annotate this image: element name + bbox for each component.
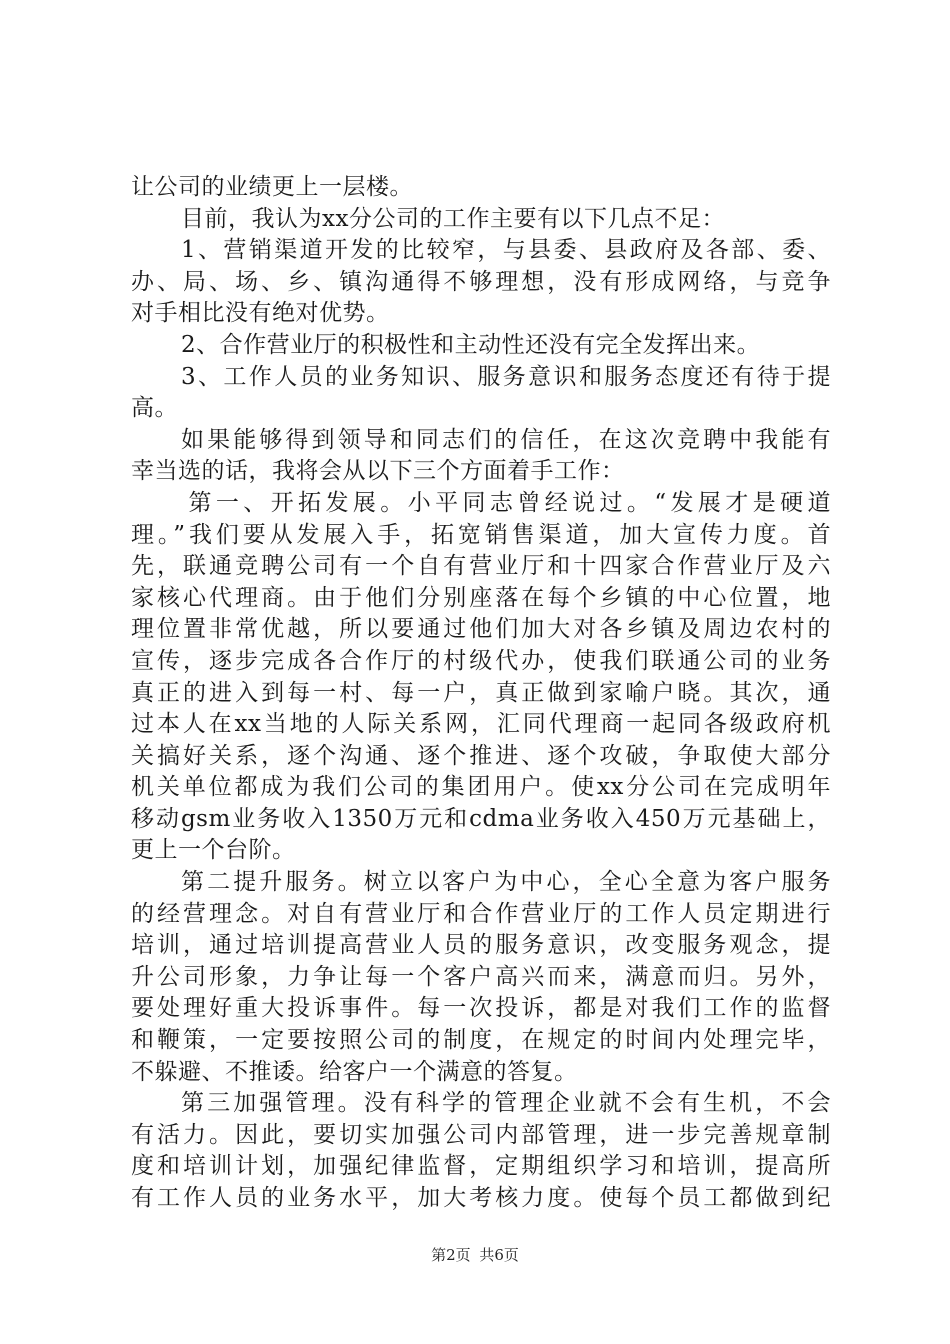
text-line: 理位置非常优越，所以要通过他们加大对各乡镇及周边农村的 <box>131 616 831 643</box>
text-line: 培训，通过培训提高营业人员的服务意识，改变服务观念，提 <box>131 932 831 959</box>
text-line: 第三加强管理。没有科学的管理企业就不会有生机，不会 <box>181 1090 831 1117</box>
text-line: 2、合作营业厅的积极性和主动性还没有完全发挥出来。 <box>181 331 761 358</box>
text-line: 如果能够得到领导和同志们的信任，在这次竞聘中我能有 <box>181 426 831 453</box>
text-line: 1、营销渠道开发的比较窄，与县委、县政府及各部、委、 <box>181 237 831 264</box>
text-line: 幸当选的话，我将会从以下三个方面着手工作： <box>131 458 625 485</box>
text-line: 先，联通竞聘公司有一个自有营业厅和十四家合作营业厅及六 <box>131 553 831 580</box>
text-line: 移动gsm业务收入1350万元和cdma业务收入450万元基础上， <box>131 805 831 832</box>
text-line: 和鞭策，一定要按照公司的制度，在规定的时间内处理完毕， <box>131 1027 831 1054</box>
text-line: 更上一个台阶。 <box>131 837 296 864</box>
text-line: 宣传，逐步完成各合作厅的村级代办，使我们联通公司的业务 <box>131 647 831 674</box>
text-line: 目前，我认为xx分公司的工作主要有以下几点不足： <box>181 205 725 232</box>
text-line: 第二提升服务。树立以客户为中心，全心全意为客户服务 <box>181 869 831 896</box>
text-line: 真正的进入到每一村、每一户，真正做到家喻户晓。其次，通 <box>131 679 831 706</box>
text-line: 家核心代理商。由于他们分别座落在每个乡镇的中心位置，地 <box>131 584 831 611</box>
text-line: 办、局、场、乡、镇沟通得不够理想，没有形成网络，与竞争 <box>131 268 831 295</box>
text-line: 机关单位都成为我们公司的集团用户。使xx分公司在完成明年 <box>131 774 831 801</box>
text-line: 理。”我们要从发展入手，拓宽销售渠道，加大宣传力度。首 <box>131 521 831 548</box>
text-line: 关搞好关系，逐个沟通、逐个推进、逐个攻破，争取使大部分 <box>131 742 831 769</box>
page-footer: 第2页 共6页 <box>431 1246 519 1264</box>
text-line: 第一、开拓发展。小平同志曾经说过。“发展才是硬道 <box>188 489 831 516</box>
text-line: 有工作人员的业务水平，加大考核力度。使每个员工都做到纪 <box>131 1185 831 1211</box>
text-line: 对手相比没有绝对优势。 <box>131 300 390 327</box>
document-body <box>131 172 831 1215</box>
text-line: 要处理好重大投诉事件。每一次投诉，都是对我们工作的监督 <box>131 995 831 1022</box>
text-line: 不躲避、不推诿。给客户一个满意的答复。 <box>131 1058 578 1085</box>
text-line: 升公司形象，力争让每一个客户高兴而来，满意而归。另外， <box>131 963 831 990</box>
text-line: 的经营理念。对自有营业厅和合作营业厅的工作人员定期进行 <box>131 900 831 927</box>
text-line: 高。 <box>131 395 178 422</box>
text-line: 3、工作人员的业务知识、服务意识和服务态度还有待于提 <box>181 363 831 390</box>
text-line: 让公司的业绩更上一层楼。 <box>131 174 413 200</box>
text-line: 度和培训计划，加强纪律监督，定期组织学习和培训，提高所 <box>131 1153 831 1180</box>
text-line: 有活力。因此，要切实加强公司内部管理，进一步完善规章制 <box>131 1121 831 1148</box>
text-line: 过本人在xx当地的人际关系网，汇同代理商一起同各级政府机 <box>131 711 831 738</box>
